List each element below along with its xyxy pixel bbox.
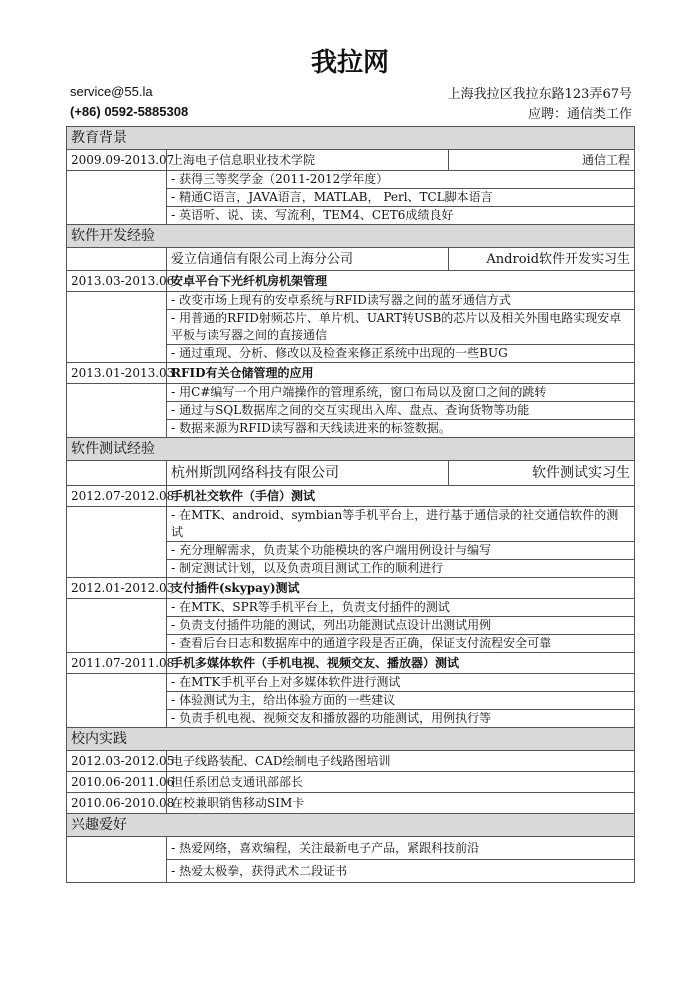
- bullet-column: [67, 507, 167, 578]
- campus-text: 电子线路装配、CAD绘制电子线路图培训: [167, 751, 635, 772]
- campus-text: 担任系团总支通讯部部长: [167, 772, 635, 793]
- list-item: - 精通C语言，JAVA语言，MATLAB， Perl、TCL脚本语言: [167, 189, 635, 207]
- education-major: 通信工程: [449, 150, 635, 171]
- list-item: - 查看后台日志和数据库中的通道字段是否正确，保证支付流程安全可靠: [167, 635, 635, 653]
- resume-name: 我拉网: [310, 48, 389, 78]
- section-test-header: 软件测试经验: [67, 438, 635, 461]
- apply-position-text: 应聘：通信类工作: [527, 107, 632, 122]
- blank-cell: [67, 461, 167, 486]
- project-name: 安卓平台下光纤机房机架管理: [167, 271, 635, 292]
- email-text: service@55.la: [70, 84, 153, 99]
- phone-text: (+86) 0592-5885308: [70, 104, 189, 119]
- test-role: 软件测试实习生: [449, 461, 635, 486]
- campus-text: 在校兼职销售移动SIM卡: [167, 793, 635, 814]
- project-date: 2012.07-2012.08: [67, 486, 167, 507]
- list-item: - 在MTK、android、symbian等手机平台上，进行基于通信录的社交通信软件的测试: [167, 507, 635, 542]
- list-item: - 在MTK、SPR等手机平台上，负责支付插件的测试: [167, 599, 635, 617]
- list-item: - 获得三等奖学金（2011-2012学年度）: [167, 171, 635, 189]
- list-item: - 充分理解需求，负责某个功能模块的客户端用例设计与编写: [167, 542, 635, 560]
- dev-role: Android软件开发实习生: [449, 248, 635, 271]
- bullet-column: [67, 384, 167, 438]
- bullet-column: [67, 171, 167, 225]
- list-item: - 在MTK手机平台上对多媒体软件进行测试: [167, 674, 635, 692]
- list-item: - 负责支付插件功能的测试，列出功能测试点设计出测试用例: [167, 617, 635, 635]
- list-item: - 热爱网络，喜欢编程，关注最新电子产品，紧跟科技前沿: [167, 837, 635, 860]
- resume-table: [66, 126, 635, 883]
- test-company: 杭州斯凯网络科技有限公司: [167, 461, 449, 486]
- section-campus-header: 校内实践: [67, 728, 635, 751]
- list-item: - 通过与SQL数据库之间的交互实现出入库、盘点、查询货物等功能: [167, 402, 635, 420]
- project-name: 支付插件(skypay)测试: [167, 578, 635, 599]
- project-name: 手机社交软件（手信）测试: [167, 486, 635, 507]
- list-item: - 通过重现、分析、修改以及检查来修正系统中出现的一些BUG: [167, 345, 635, 363]
- project-date: 2013.01-2013.03: [67, 363, 167, 384]
- list-item: - 改变市场上现有的安卓系统与RFID读写器之间的蓝牙通信方式: [167, 292, 635, 310]
- list-item: - 制定测试计划，以及负责项目测试工作的顺利进行: [167, 560, 635, 578]
- blank-cell: [67, 248, 167, 271]
- section-hobby-header: 兴趣爱好: [67, 814, 635, 837]
- section-dev-header: 软件开发经验: [67, 225, 635, 248]
- project-date: 2013.03-2013.06: [67, 271, 167, 292]
- bullet-column: [67, 292, 167, 363]
- project-date: 2011.07-2011.08: [67, 653, 167, 674]
- list-item: - 体验测试为主，给出体验方面的一些建议: [167, 692, 635, 710]
- campus-date: 2010.06-2011.06: [67, 772, 167, 793]
- list-item: - 用C#编写一个用户端操作的管理系统，窗口布局以及窗口之间的跳转: [167, 384, 635, 402]
- bullet-column: [67, 674, 167, 728]
- project-date: 2012.01-2012.03: [67, 578, 167, 599]
- campus-date: 2012.03-2012.05: [67, 751, 167, 772]
- list-item: - 数据来源为RFID读写器和天线读进来的标签数据。: [167, 420, 635, 438]
- list-item: - 用普通的RFID射频芯片、单片机、UART转USB的芯片以及相关外围电路实现安卓平板与读写器之间的直接通信: [167, 310, 635, 345]
- address-text: 上海我拉区我拉东路123弄67号: [447, 87, 632, 102]
- education-school: 上海电子信息职业技术学院: [167, 150, 449, 171]
- list-item: - 负责手机电视、视频交友和播放器的功能测试，用例执行等: [167, 710, 635, 728]
- list-item: - 热爱太极拳，获得武术二段证书: [167, 860, 635, 883]
- project-name: RFID有关仓储管理的应用: [167, 363, 635, 384]
- dev-company: 爱立信通信有限公司上海分公司: [167, 248, 449, 271]
- project-name: 手机多媒体软件（手机电视、视频交友、播放器）测试: [167, 653, 635, 674]
- education-date: 2009.09-2013.07: [67, 150, 167, 171]
- list-item: - 英语听、说、读、写流利，TEM4、CET6成绩良好: [167, 207, 635, 225]
- bullet-column: [67, 837, 167, 883]
- campus-date: 2010.06-2010.08: [67, 793, 167, 814]
- bullet-column: [67, 599, 167, 653]
- section-education-header: 教育背景: [67, 127, 635, 150]
